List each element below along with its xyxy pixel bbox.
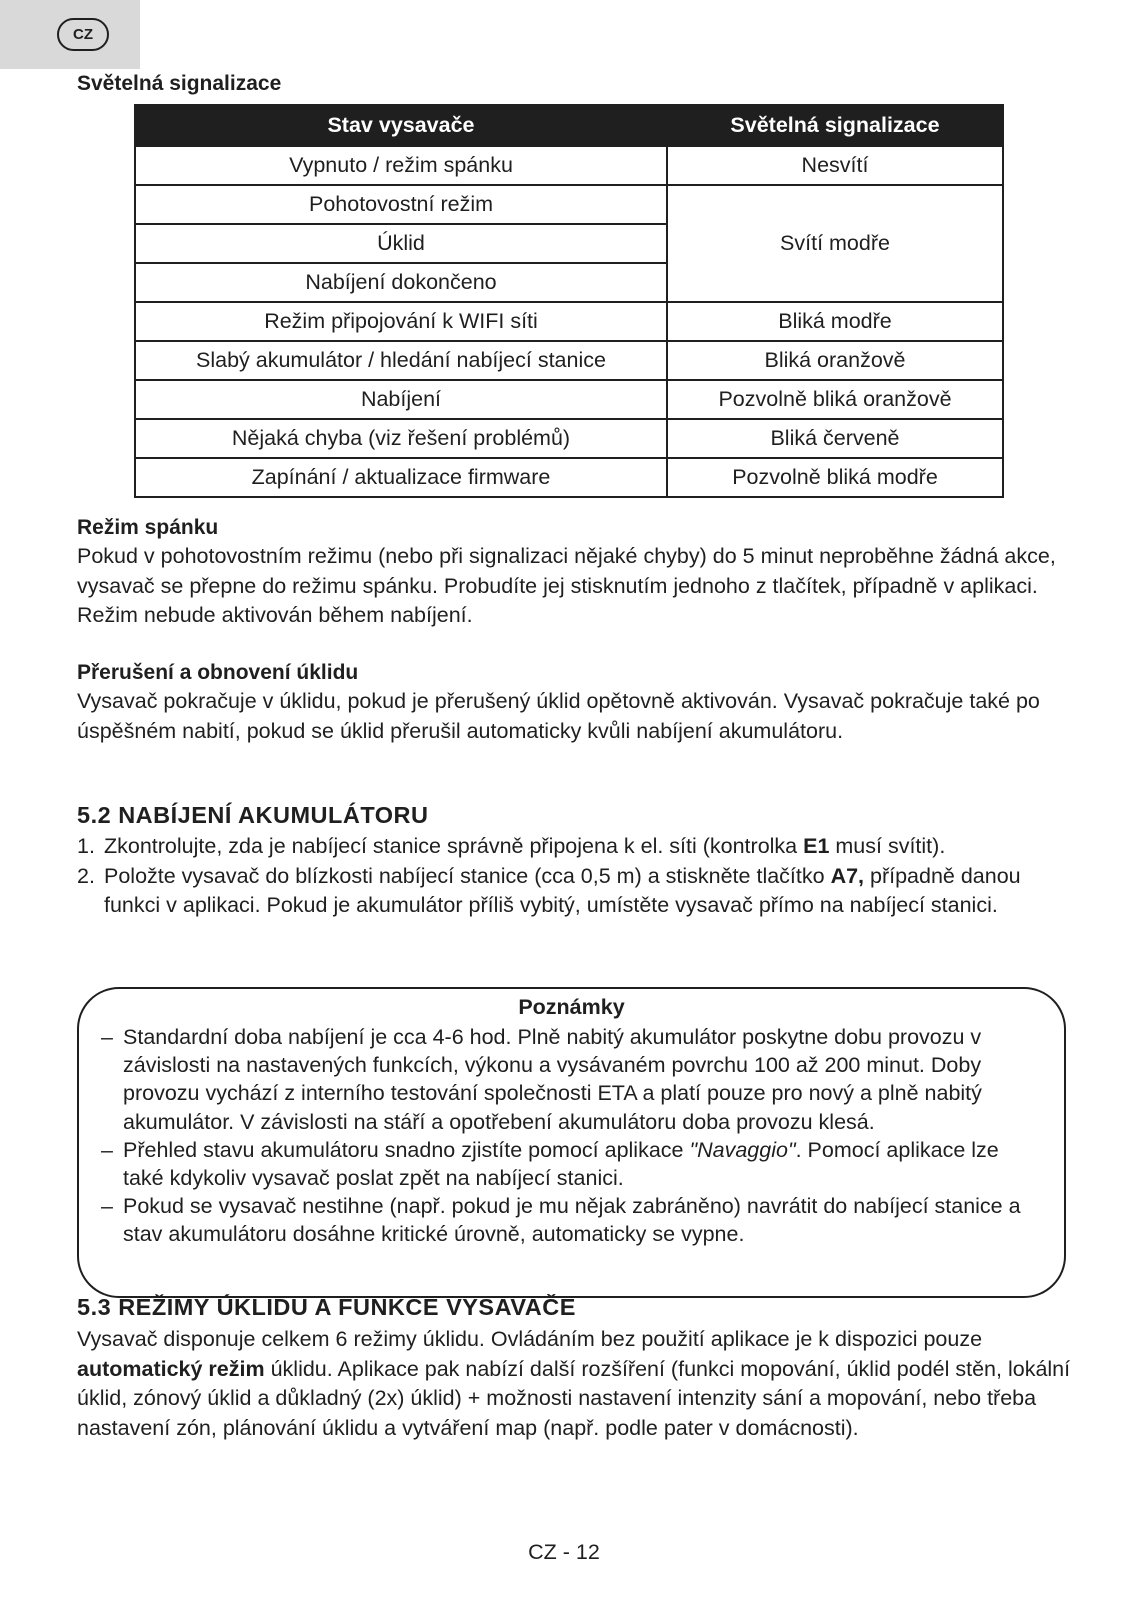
list-item-text: případně danou funkci v aplikaci. Pokud je akumulátor příliš vybitý, umístěte vysavač přímo na nabíjecí stanici. [104,863,1021,917]
table-cell: Nesvítí [667,146,1003,185]
section-5-3-title: 5.3 REŽIMY ÚKLIDU A FUNKCE VYSAVAČE [77,1294,576,1320]
language-badge: CZ [57,18,109,51]
note-text: Přehled stavu akumulátoru snadno zjistíte pomocí aplikace [123,1137,690,1162]
list-item-number: 1. [77,834,95,858]
table-cell: Bliká červeně [667,419,1003,458]
note-text: Standardní doba nabíjení je cca 4-6 hod. Plně nabitý akumulátor poskytne dobu provozu v závislosti na nastavených funkcích, výkonu a vysávaném povrchu 100 až 200 minut. Doby provozu vychází z interního testování společnosti ETA a platí pouze pro nový a plně nabitý akumulátor. V závislosti na stáří a opotřebení akumulátoru doba provozu klesá. [123,1025,982,1134]
table-cell: Bliká oranžově [667,341,1003,380]
table-cell: Úklid [135,224,667,263]
dash-bullet: – [101,1025,113,1049]
section-5-3-text [77,1325,1077,1443]
table-row [135,458,1003,497]
note-text: Pokud se vysavač nestihne (např. pokud je mu nějak zabráněno) navrátit do nabíjecí stanice a stav akumulátoru dosáhne kritické úrovně, automaticky se vypne. [123,1194,1021,1247]
interruption-text: Vysavač pokračuje v úklidu, pokud je přerušený úklid opětovně aktivován. Vysavač pokračuje také po úspěšném nabití, pokud se úklid přerušil automaticky kvůli nabíjení akumulátoru. [77,689,1040,743]
table-cell: Pohotovostní režim [135,185,667,224]
section-5-3-bold: automatický režim [77,1356,265,1381]
list-item-bold: E1 [803,834,830,858]
note-app-name: "Navaggio" [689,1137,796,1162]
note-text: . Pomocí aplikace lze také kdykoliv vysavač poslat zpět na nabíjecí stanici. [123,1137,999,1191]
table-cell: Režim připojování k WIFI síti [135,302,667,341]
notes-title: Poznámky [518,995,625,1019]
list-item [77,832,1077,862]
table-cell: Bliká modře [667,302,1003,341]
table-row [135,146,1003,185]
dash-bullet: – [101,1194,113,1219]
note-item [101,1192,1041,1248]
table-cell: Nějaká chyba (viz řešení problémů) [135,419,667,458]
section-5-3-text-part: Vysavač disponuje celkem 6 režimy úklidu. Ovládáním bez použití aplikace je k dispozici pouze [77,1327,983,1351]
light-signal-table [134,104,1004,498]
table-header-signal: Světelná signalizace [667,105,1003,146]
sleep-mode-text: Pokud v pohotovostním režimu (nebo při signalizaci nějaké chyby) do 5 minut neproběhne žádná akce, vysavač se přepne do režimu spánku. Probudíte jej stisknutím jednoho z tlačítek, případně v aplikaci. Režim nebude aktivován během nabíjení. [77,544,1056,627]
table-cell: Zapínání / aktualizace firmware [135,458,667,497]
page-number: CZ - 12 [528,1540,600,1564]
table-cell: Svítí modře [667,185,1003,302]
note-item [101,1136,1041,1192]
dash-bullet: – [101,1137,113,1162]
light-signal-heading: Světelná signalizace [77,72,282,95]
list-item-number: 2. [77,863,95,888]
list-item [77,862,1077,921]
section-5-2-title: 5.2 NABÍJENÍ AKUMULÁTORU [77,802,429,828]
table-row [135,419,1003,458]
notes-box [77,987,1066,1298]
table-row [135,341,1003,380]
notes-list [101,1023,1041,1249]
table-cell: Nabíjení [135,380,667,419]
list-item-bold: A7, [830,863,865,888]
list-item-text: musí svítit). [829,834,946,858]
table-header-row [135,105,1003,146]
table-cell: Vypnuto / režim spánku [135,146,667,185]
interruption-heading: Přerušení a obnovení úklidu [77,661,359,684]
table-row [135,380,1003,419]
charging-steps-list [77,832,1077,921]
section-5-3-text-part: úklidu. Aplikace pak nabízí další rozšíření (funkci mopování, úklid podél stěn, lokální úklid, zónový úklid a důkladný (2x) úklid) + možnosti nastavení intenzity sání a mopování, nebo třeba nastavení zón, plánování úklidu a vytváření map (např. podle pater v domácnosti). [77,1356,1071,1440]
list-item-text: Položte vysavač do blízkosti nabíjecí stanice (cca 0,5 m) a stiskněte tlačítko [104,863,831,888]
list-item-text: Zkontrolujte, zda je nabíjecí stanice správně připojena k el. síti (kontrolka [104,834,804,858]
language-tab [0,0,140,69]
table-cell: Slabý akumulátor / hledání nabíjecí stanice [135,341,667,380]
sleep-mode-heading: Režim spánku [77,516,219,539]
table-header-state: Stav vysavače [135,105,667,146]
table-cell: Pozvolně bliká modře [667,458,1003,497]
table-row [135,302,1003,341]
table-cell: Pozvolně bliká oranžově [667,380,1003,419]
table-row [135,185,1003,224]
note-item [101,1023,1041,1136]
table-cell: Nabíjení dokončeno [135,263,667,302]
